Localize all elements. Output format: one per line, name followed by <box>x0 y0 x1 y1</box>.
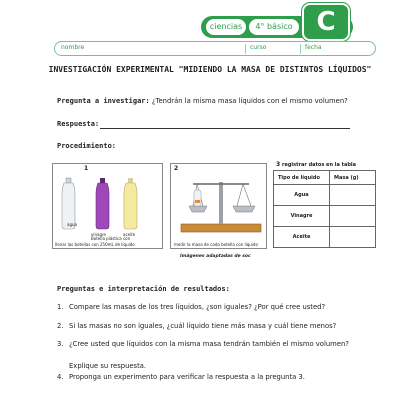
answer-row <box>57 120 99 129</box>
table-row <box>274 206 376 227</box>
liquid-name: Aceite <box>274 227 330 248</box>
subject-label: ciencias <box>206 19 246 35</box>
question-text: ¿Tendrán la misma masa líquidos con el mismo volumen? <box>151 97 348 105</box>
mass-input-cell[interactable] <box>330 227 376 248</box>
mass-input-cell[interactable] <box>330 185 376 206</box>
divider <box>245 44 246 54</box>
section-title: Preguntas e interpretación de resultados: <box>57 285 230 293</box>
vinegar-label: vinagre <box>91 232 107 237</box>
answer-input-line[interactable] <box>100 128 350 129</box>
list-item: 1. Compare las masas de los tres líquidos, ¿son iguales? ¿Por qué cree usted? <box>57 303 326 311</box>
step-3-caption: registrar datos en la tabla <box>282 162 357 168</box>
date-label: fecha <box>305 44 322 51</box>
mass-input-cell[interactable] <box>330 206 376 227</box>
table-header-row <box>274 171 376 185</box>
list-item: 3. ¿Cree usted que líquidos con la misma masa tendrán también el mismo volumen? <box>57 340 349 348</box>
worksheet-title: INVESTIGACIÓN EXPERIMENTAL "MIDIENDO LA MASA DE DISTINTOS LÍQUIDOS" <box>48 65 372 74</box>
divider <box>300 44 301 54</box>
research-question <box>57 97 348 106</box>
bottle-note: Botella plástica con <box>91 236 131 241</box>
liquid-name: Vinagre <box>274 206 330 227</box>
table-row <box>274 185 376 206</box>
step-number: 3 <box>276 161 281 168</box>
course-label: curso <box>250 44 267 51</box>
procedure-heading: Procedimiento: <box>57 142 117 150</box>
data-table <box>273 170 376 248</box>
liquid-name: Agua <box>274 185 330 206</box>
water-label: agua <box>67 222 77 227</box>
name-label: nombre <box>61 44 85 51</box>
oil-label: aceite <box>123 232 136 237</box>
step-number: 1 <box>84 165 89 172</box>
question-label: Pregunta a investigar: <box>57 97 150 105</box>
student-info-row <box>54 41 376 56</box>
balance-illustration <box>170 163 267 249</box>
table-header-mass: Masa (g) <box>330 171 376 185</box>
bottles-illustration <box>52 163 163 249</box>
answer-label: Respuesta: <box>57 120 100 128</box>
balance-scale-icon <box>171 164 268 250</box>
subject-letter-badge: C <box>302 3 350 41</box>
step-1-caption: llenar las botellas con 250mL de líquido <box>55 242 135 247</box>
image-credit: Imágenes adaptadas de soc <box>180 254 251 259</box>
table-header-liquid: Tipo de líquido <box>274 171 330 185</box>
grade-label: 4° básico <box>249 19 299 35</box>
list-item: 4. Proponga un experimento para verificar la respuesta a la pregunta 3. <box>57 373 305 381</box>
question-3-followup: Explique su respuesta. <box>69 362 147 370</box>
table-row <box>274 227 376 248</box>
step-number: 2 <box>174 165 179 172</box>
step-2-caption: medir la masa de cada botella con líquido <box>174 242 258 247</box>
list-item: 2. Si las masas no son iguales, ¿cuál líquido tiene más masa y cuál tiene menos? <box>57 321 337 330</box>
questions-list <box>57 303 387 392</box>
